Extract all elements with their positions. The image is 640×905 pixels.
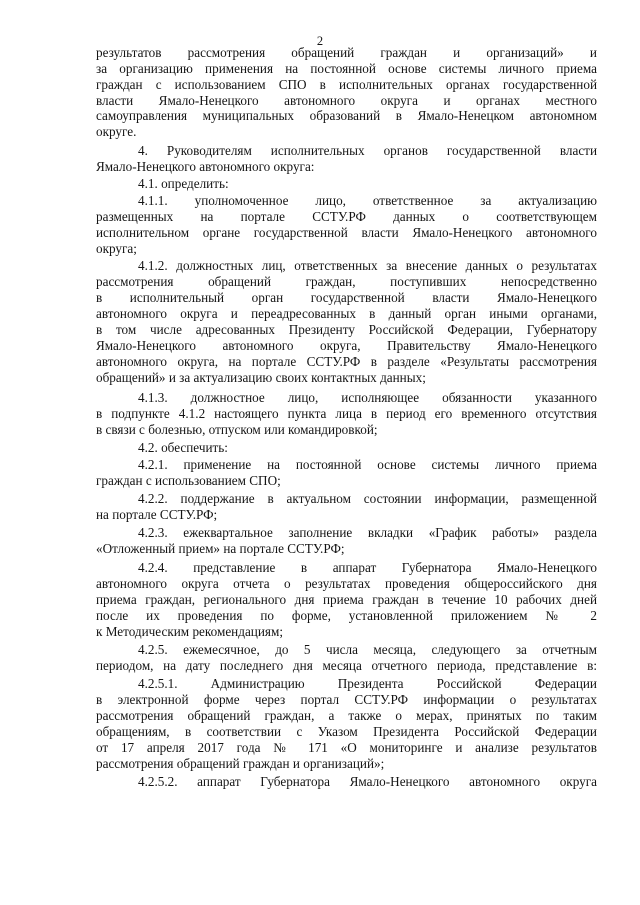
text-line: «Отложенный прием» на портале ССТУ.РФ; (96, 541, 345, 556)
text-line: обращений» и за актуализацию своих контактных данных; (96, 370, 426, 385)
text-line: автономного округа и переадресованных в данный орган иными органами, (96, 306, 597, 321)
text-line: в электронной форме через портал ССТУ.РФ информации о результатах (96, 692, 597, 707)
text-line: Ямало-Ненецкого автономного округа: (96, 159, 315, 174)
text-line: после их проведения по форме, установленной приложением № 2 (96, 608, 597, 623)
text-line: размещенных на портале ССТУ.РФ данных о соответствующем (96, 209, 597, 224)
text-line: к Методическим рекомендациям; (96, 624, 283, 639)
text-line: на портале ССТУ.РФ; (96, 507, 218, 522)
text-line: 4.1.2. должностных лиц, ответственных за внесение данных о результатах (138, 258, 597, 273)
text-line: 4.1.3. должностное лицо, исполняющее обязанности указанного (138, 390, 597, 405)
text-line: 4.2.1. применение на постоянной основе системы личного приема (138, 457, 597, 472)
text-line: 4.2.5. ежемесячное, до 5 числа месяца, следующего за отчетным (138, 642, 597, 657)
text-line: в подпункте 4.1.2 настоящего пункта лица в период его временного отсутствия (96, 406, 597, 421)
text-line: округе. (96, 124, 137, 139)
text-line: результатов рассмотрения обращений граждан и организаций» и (96, 45, 597, 60)
text-line: самоуправления муниципальных образований в Ямало-Ненецком автономном (96, 108, 597, 123)
page-number: 2 (316, 34, 324, 48)
text-line: 4.1.1. уполномоченное лицо, ответственное за актуализацию (138, 193, 597, 208)
text-line: 4.2. обеспечить: (138, 440, 228, 455)
text-line: автономного округа, на портале ССТУ.РФ в разделе «Результаты рассмотрения (96, 354, 597, 369)
text-line: периодом, на дату последнего дня месяца отчетного периода, представление в: (96, 658, 597, 673)
text-line: граждан с использованием СПО в исполнительных органах государственной (96, 77, 597, 92)
text-line: в связи с болезнью, отпуском или командировкой; (96, 422, 378, 437)
text-line: в исполнительный орган государственной власти Ямало-Ненецкого (96, 290, 597, 305)
text-line: рассмотрения обращений граждан и организаций»; (96, 756, 385, 771)
text-line: 4.2.4. представление в аппарат Губернатора Ямало-Ненецкого (138, 560, 597, 575)
text-line: обращениям, в соответствии с Указом Президента Российской Федерации (96, 724, 597, 739)
text-line: граждан с использованием СПО; (96, 473, 281, 488)
text-line: 4.2.5.1. Администрацию Президента Российской Федерации (138, 676, 597, 691)
text-line: 4.1. определить: (138, 176, 229, 191)
text-line: 4. Руководителям исполнительных органов государственной власти (138, 143, 597, 158)
text-line: от 17 апреля 2017 года № 171 «О мониторинге и анализе результатов (96, 740, 597, 755)
text-line: исполнительном органе государственной власти Ямало-Ненецкого автономного (96, 225, 597, 240)
text-line: рассмотрения обращений граждан, поступивших непосредственно (96, 274, 597, 289)
text-line: 4.2.2. поддержание в актуальном состоянии информации, размещенной (138, 491, 597, 506)
text-line: приема граждан, регионального дня приема граждан в течение 10 рабочих дней (96, 592, 597, 607)
text-line: за организацию применения на постоянной основе системы личного приема (96, 61, 597, 76)
text-line: 4.2.5.2. аппарат Губернатора Ямало-Ненецкого автономного округа (138, 774, 597, 789)
text-line: в том числе адресованных Президенту Российской Федерации, Губернатору (96, 322, 597, 337)
text-line: власти Ямало-Ненецкого автономного округа и органах местного (96, 93, 597, 108)
text-line: рассмотрения обращений граждан, а также о мерах, принятых по таким (96, 708, 597, 723)
text-line: 4.2.3. ежеквартальное заполнение вкладки «График работы» раздела (138, 525, 597, 540)
text-line: округа; (96, 241, 137, 256)
text-line: автономного округа отчета о результатах проведения общероссийского дня (96, 576, 597, 591)
text-line: Ямало-Ненецкого автономного округа, Правительству Ямало-Ненецкого (96, 338, 597, 353)
